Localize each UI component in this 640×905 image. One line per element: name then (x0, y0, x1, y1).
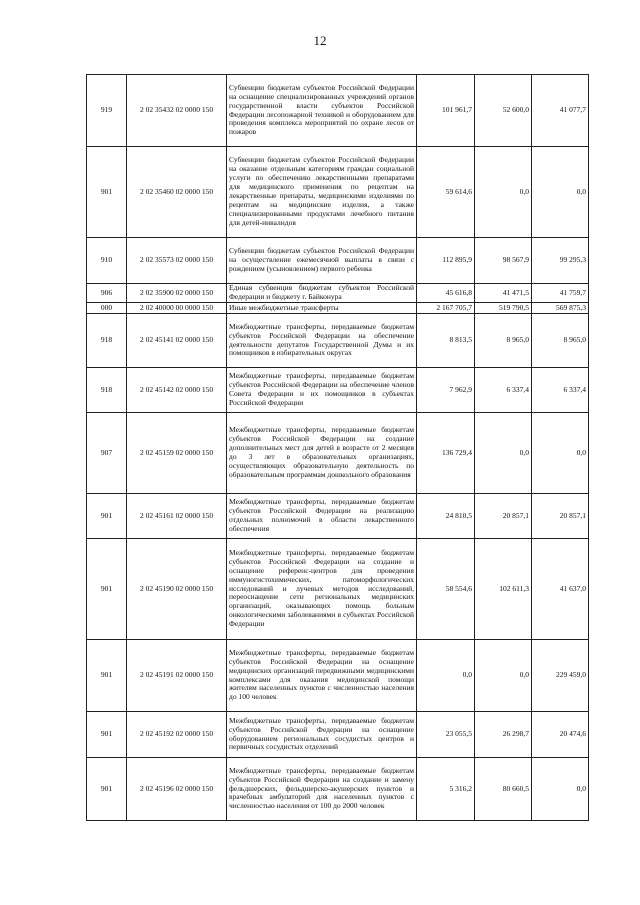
revenue-name: Межбюджетные трансферты, передаваемые бюджетам субъектов Российской Федерации на оснащение оборудованием региональных сосудистых центров и первичных сосудистых отделений (227, 712, 417, 758)
amount-year-3: 41 637,0 (532, 539, 589, 640)
budget-classification-code: 2 02 35460 02 0000 150 (127, 147, 227, 238)
amount-year-3: 99 295,3 (532, 238, 589, 284)
table-row (87, 640, 589, 712)
revenue-name: Межбюджетные трансферты, передаваемые бюджетам субъектов Российской Федерации на создание и замену фельдшерских, фельдшерско-акушерских пунктов и врачебных амбулаторий для населенных пунктов с численностью населения от 100 до 2000 человек (227, 758, 417, 821)
amount-year-2: 80 660,5 (475, 758, 532, 821)
budget-classification-code: 2 02 35573 02 0000 150 (127, 238, 227, 284)
amount-year-1: 0,0 (417, 640, 475, 712)
admin-code: 918 (87, 368, 127, 413)
amount-year-3: 569 875,3 (532, 303, 589, 314)
amount-year-1: 5 316,2 (417, 758, 475, 821)
revenue-name: Межбюджетные трансферты, передаваемые бюджетам субъектов Российской Федерации на оснащение медицинских организаций передвижными медицинскими комплексами для оказания медицинской помощи жителям населенных пунктов с численностью населения до 100 человек (227, 640, 417, 712)
amount-year-2: 0,0 (475, 413, 532, 494)
amount-year-3: 20 857,1 (532, 494, 589, 539)
amount-year-1: 101 961,7 (417, 75, 475, 147)
amount-year-1: 59 614,6 (417, 147, 475, 238)
budget-classification-code: 2 02 45141 02 0000 150 (127, 314, 227, 368)
amount-year-1: 45 616,8 (417, 284, 475, 303)
budget-classification-code: 2 02 45191 02 0000 150 (127, 640, 227, 712)
table-row (87, 758, 589, 821)
amount-year-1: 2 167 705,7 (417, 303, 475, 314)
admin-code: 901 (87, 147, 127, 238)
amount-year-3: 41 759,7 (532, 284, 589, 303)
budget-classification-code: 2 02 45161 02 0000 150 (127, 494, 227, 539)
amount-year-2: 102 611,3 (475, 539, 532, 640)
table-row (87, 75, 589, 147)
amount-year-3: 229 459,0 (532, 640, 589, 712)
amount-year-1: 24 810,5 (417, 494, 475, 539)
budget-classification-code: 2 02 45190 02 0000 150 (127, 539, 227, 640)
amount-year-3: 41 077,7 (532, 75, 589, 147)
budget-revenue-table (86, 74, 589, 821)
table-row (87, 539, 589, 640)
amount-year-3: 0,0 (532, 413, 589, 494)
amount-year-1: 58 554,6 (417, 539, 475, 640)
revenue-name: Субвенции бюджетам субъектов Российской Федерации на оказание отдельным категориям граждан социальной услуги по обеспечению лекарственными препаратами для медицинского применения по рецептам на лекарственные препараты, медицинскими изделиями по рецептам на медицинские изделия, а также специализированными продуктами лечебного питания для детей-инвалидов (227, 147, 417, 238)
table-row (87, 284, 589, 303)
budget-classification-code: 2 02 45159 02 0000 150 (127, 413, 227, 494)
revenue-name: Иные межбюджетные трансферты (227, 303, 417, 314)
revenue-name: Межбюджетные трансферты, передаваемые бюджетам субъектов Российской Федерации на создание и оснащение референс-центров для проведения иммуногистохимических, патоморфологических исследований и лучевых методов исследований, переоснащение сети региональных медицинских организаций, оказывающих помощь больным онкологическими заболеваниями в субъектах Российской Федерации (227, 539, 417, 640)
admin-code: 901 (87, 712, 127, 758)
table-row (87, 314, 589, 368)
admin-code: 910 (87, 238, 127, 284)
revenue-name: Субвенции бюджетам субъектов Российской Федерации на оснащение специализированных учреждений органов государственной власти субъектов Российской Федерации лесопожарной техникой и оборудованием для проведения комплекса мероприятий по охране лесов от пожаров (227, 75, 417, 147)
budget-classification-code: 2 02 35900 02 0000 150 (127, 284, 227, 303)
revenue-name: Межбюджетные трансферты, передаваемые бюджетам субъектов Российской Федерации на создание дополнительных мест для детей в возрасте от 2 месяцев до 3 лет в образовательных организациях, осуществляющих образовательную деятельность по образовательным программам дошкольного образования (227, 413, 417, 494)
admin-code: 901 (87, 494, 127, 539)
amount-year-3: 20 474,6 (532, 712, 589, 758)
amount-year-2: 519 790,5 (475, 303, 532, 314)
table-row (87, 712, 589, 758)
table-row (87, 303, 589, 314)
amount-year-2: 26 298,7 (475, 712, 532, 758)
table-row (87, 368, 589, 413)
table-row (87, 238, 589, 284)
amount-year-3: 0,0 (532, 758, 589, 821)
amount-year-2: 0,0 (475, 147, 532, 238)
amount-year-2: 20 857,1 (475, 494, 532, 539)
amount-year-3: 0,0 (532, 147, 589, 238)
admin-code: 901 (87, 539, 127, 640)
budget-classification-code: 2 02 45196 02 0000 150 (127, 758, 227, 821)
admin-code: 907 (87, 413, 127, 494)
budget-classification-code: 2 02 45192 02 0000 150 (127, 712, 227, 758)
admin-code: 919 (87, 75, 127, 147)
revenue-name: Межбюджетные трансферты, передаваемые бюджетам субъектов Российской Федерации на реализацию отдельных полномочий в области лекарственного обеспечения (227, 494, 417, 539)
budget-classification-code: 2 02 40000 00 0000 150 (127, 303, 227, 314)
amount-year-3: 8 965,0 (532, 314, 589, 368)
amount-year-2: 0,0 (475, 640, 532, 712)
budget-classification-code: 2 02 45142 02 0000 150 (127, 368, 227, 413)
admin-code: 906 (87, 284, 127, 303)
amount-year-2: 52 600,0 (475, 75, 532, 147)
revenue-name: Межбюджетные трансферты, передаваемые бюджетам субъектов Российской Федерации на обеспечение деятельности депутатов Государственной Думы и их помощников в избирательных округах (227, 314, 417, 368)
amount-year-1: 112 895,9 (417, 238, 475, 284)
admin-code: 901 (87, 640, 127, 712)
amount-year-1: 136 729,4 (417, 413, 475, 494)
amount-year-3: 6 337,4 (532, 368, 589, 413)
amount-year-1: 23 055,5 (417, 712, 475, 758)
amount-year-2: 8 965,0 (475, 314, 532, 368)
revenue-name: Единая субвенция бюджетам субъектов Российской Федерации и бюджету г. Байконура (227, 284, 417, 303)
admin-code: 918 (87, 314, 127, 368)
amount-year-2: 41 471,5 (475, 284, 532, 303)
admin-code: 901 (87, 758, 127, 821)
revenue-name: Межбюджетные трансферты, передаваемые бюджетам субъектов Российской Федерации на обеспечение членов Совета Федерации и их помощников в субъектах Российской Федерации (227, 368, 417, 413)
revenue-name: Субвенции бюджетам субъектов Российской Федерации на осуществление ежемесячной выплаты в связи с рождением (усыновлением) первого ребенка (227, 238, 417, 284)
budget-classification-code: 2 02 35432 02 0000 150 (127, 75, 227, 147)
amount-year-1: 8 813,5 (417, 314, 475, 368)
amount-year-1: 7 962,9 (417, 368, 475, 413)
amount-year-2: 6 337,4 (475, 368, 532, 413)
page-number: 12 (313, 33, 327, 48)
table-row (87, 147, 589, 238)
amount-year-2: 98 567,9 (475, 238, 532, 284)
table-row (87, 413, 589, 494)
admin-code: 000 (87, 303, 127, 314)
table-row (87, 494, 589, 539)
